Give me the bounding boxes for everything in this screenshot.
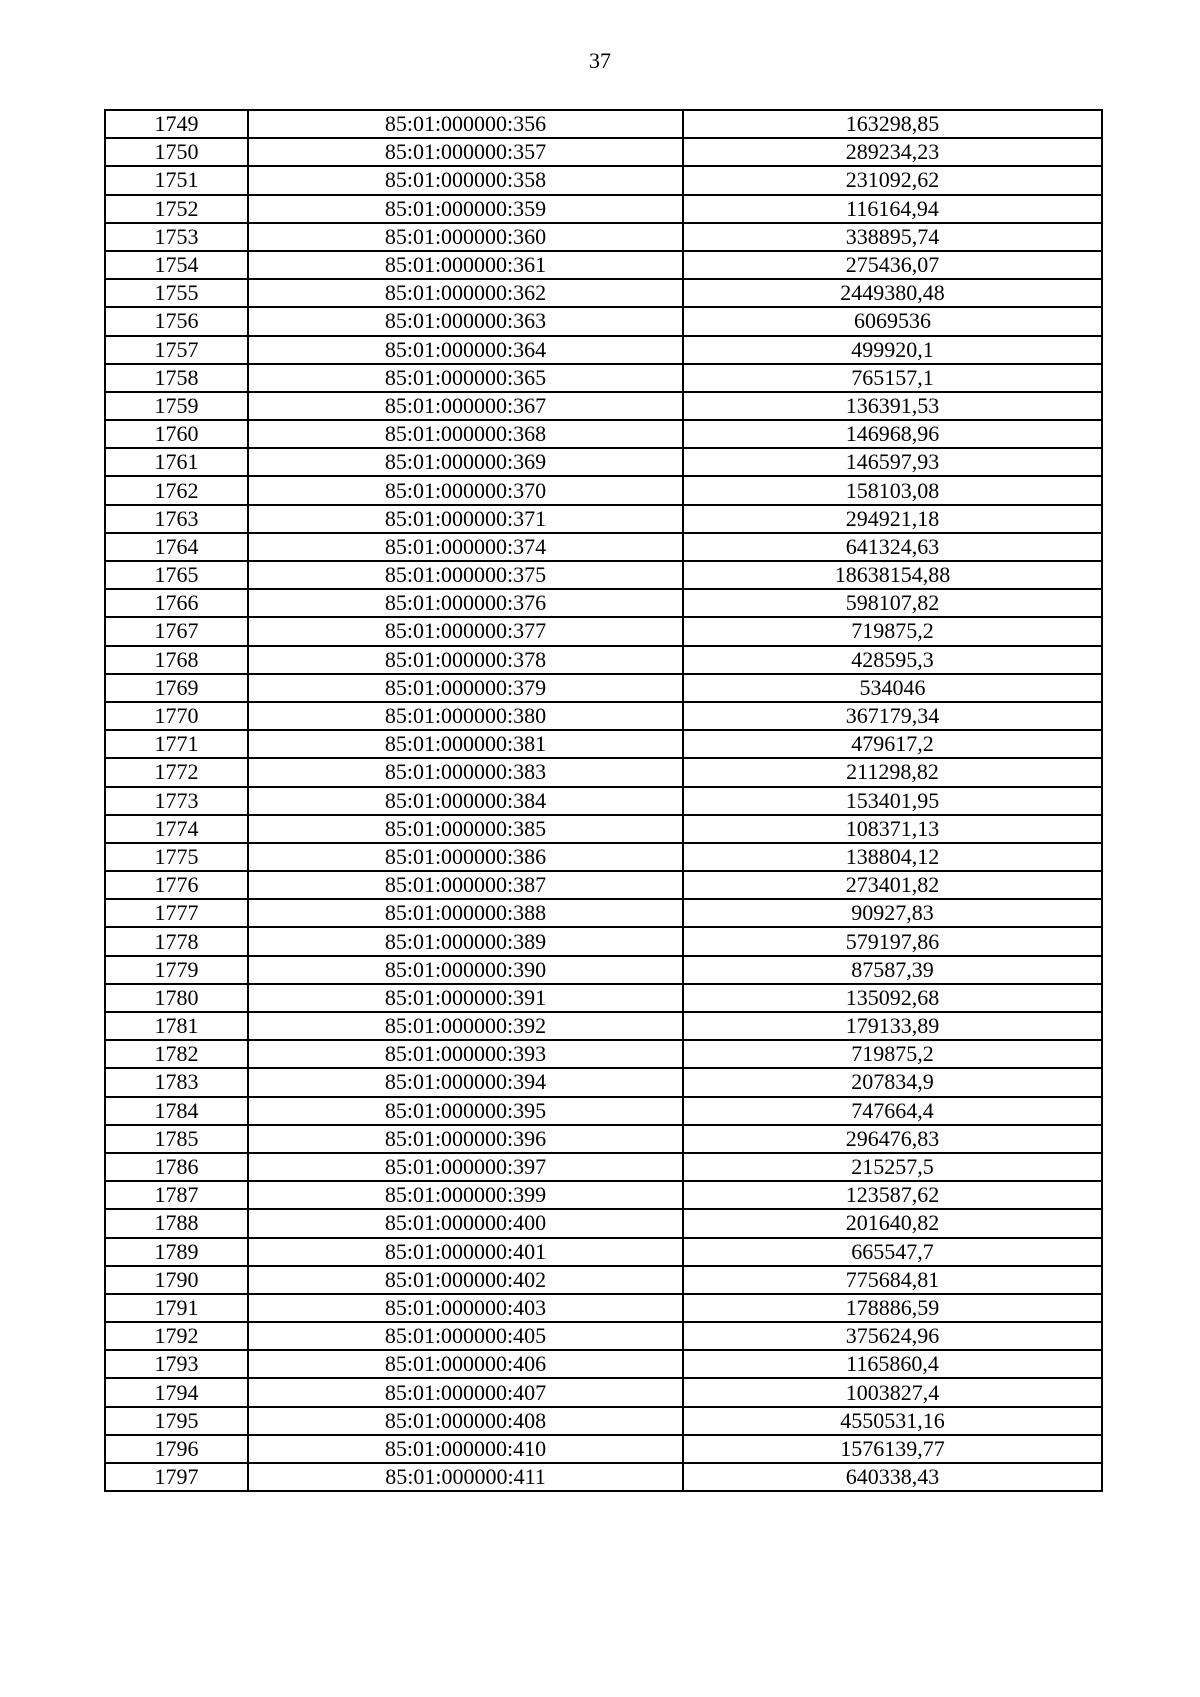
cadastral-number-cell: 85:01:000000:381 [248,730,683,758]
table-row [105,1407,1102,1435]
cadastral-number-cell: 85:01:000000:389 [248,927,683,955]
table-row [105,336,1102,364]
table-row [105,871,1102,899]
cadastral-number-cell: 85:01:000000:399 [248,1181,683,1209]
cadastral-value-cell: 136391,53 [683,392,1102,420]
table-row [105,1266,1102,1294]
cadastral-value-cell: 135092,68 [683,984,1102,1012]
cadastral-number-cell: 85:01:000000:396 [248,1125,683,1153]
cadastral-value-cell: 719875,2 [683,617,1102,645]
cadastral-value-cell: 289234,23 [683,138,1102,166]
cadastral-number-cell: 85:01:000000:358 [248,166,683,194]
cadastral-value-cell: 1003827,4 [683,1378,1102,1406]
row-number-cell: 1759 [105,392,248,420]
row-number-cell: 1758 [105,364,248,392]
table-row [105,674,1102,702]
cadastral-number-cell: 85:01:000000:364 [248,336,683,364]
table-row [105,1125,1102,1153]
table-row [105,392,1102,420]
row-number-cell: 1794 [105,1378,248,1406]
cadastral-value-cell: 775684,81 [683,1266,1102,1294]
row-number-cell: 1765 [105,561,248,589]
cadastral-number-cell: 85:01:000000:405 [248,1322,683,1350]
cadastral-number-cell: 85:01:000000:363 [248,307,683,335]
table-row [105,1040,1102,1068]
cadastral-value-cell: 719875,2 [683,1040,1102,1068]
table-row [105,1350,1102,1378]
table-row [105,899,1102,927]
cadastral-value-cell: 4550531,16 [683,1407,1102,1435]
cadastral-value-cell: 499920,1 [683,336,1102,364]
table-row [105,1378,1102,1406]
row-number-cell: 1778 [105,927,248,955]
table-row [105,815,1102,843]
cadastral-number-cell: 85:01:000000:394 [248,1068,683,1096]
cadastral-number-cell: 85:01:000000:370 [248,476,683,504]
table-row [105,279,1102,307]
cadastral-value-cell: 178886,59 [683,1294,1102,1322]
table-row [105,1435,1102,1463]
table-row [105,138,1102,166]
row-number-cell: 1753 [105,223,248,251]
cadastral-number-cell: 85:01:000000:391 [248,984,683,1012]
table-row [105,307,1102,335]
cadastral-number-cell: 85:01:000000:392 [248,1012,683,1040]
cadastral-number-cell: 85:01:000000:393 [248,1040,683,1068]
cadastral-number-cell: 85:01:000000:369 [248,448,683,476]
cadastral-number-cell: 85:01:000000:408 [248,1407,683,1435]
cadastral-value-cell: 6069536 [683,307,1102,335]
row-number-cell: 1755 [105,279,248,307]
cadastral-value-cell: 428595,3 [683,646,1102,674]
table-row [105,195,1102,223]
table-row [105,1238,1102,1266]
cadastral-number-cell: 85:01:000000:359 [248,195,683,223]
table-row [105,1097,1102,1125]
table-row [105,1012,1102,1040]
row-number-cell: 1757 [105,336,248,364]
row-number-cell: 1788 [105,1209,248,1237]
cadastral-value-cell: 367179,34 [683,702,1102,730]
row-number-cell: 1774 [105,815,248,843]
cadastral-number-cell: 85:01:000000:400 [248,1209,683,1237]
cadastral-value-cell: 640338,43 [683,1463,1102,1491]
cadastral-number-cell: 85:01:000000:388 [248,899,683,927]
cadastral-value-cell: 18638154,88 [683,561,1102,589]
row-number-cell: 1752 [105,195,248,223]
row-number-cell: 1754 [105,251,248,279]
row-number-cell: 1769 [105,674,248,702]
cadastral-value-table [104,109,1103,1492]
cadastral-number-cell: 85:01:000000:410 [248,1435,683,1463]
cadastral-number-cell: 85:01:000000:411 [248,1463,683,1491]
row-number-cell: 1779 [105,956,248,984]
table-row [105,1068,1102,1096]
row-number-cell: 1781 [105,1012,248,1040]
cadastral-number-cell: 85:01:000000:407 [248,1378,683,1406]
table-row [105,1153,1102,1181]
table-row [105,110,1102,138]
cadastral-value-cell: 273401,82 [683,871,1102,899]
row-number-cell: 1762 [105,476,248,504]
cadastral-value-cell: 598107,82 [683,589,1102,617]
row-number-cell: 1770 [105,702,248,730]
cadastral-number-cell: 85:01:000000:356 [248,110,683,138]
row-number-cell: 1796 [105,1435,248,1463]
cadastral-number-cell: 85:01:000000:380 [248,702,683,730]
row-number-cell: 1793 [105,1350,248,1378]
table-body [105,110,1102,1491]
row-number-cell: 1772 [105,758,248,786]
row-number-cell: 1784 [105,1097,248,1125]
table-row [105,251,1102,279]
table-row [105,223,1102,251]
row-number-cell: 1751 [105,166,248,194]
cadastral-number-cell: 85:01:000000:365 [248,364,683,392]
row-number-cell: 1767 [105,617,248,645]
cadastral-value-cell: 116164,94 [683,195,1102,223]
row-number-cell: 1791 [105,1294,248,1322]
row-number-cell: 1790 [105,1266,248,1294]
row-number-cell: 1783 [105,1068,248,1096]
row-number-cell: 1773 [105,787,248,815]
cadastral-value-cell: 163298,85 [683,110,1102,138]
row-number-cell: 1777 [105,899,248,927]
cadastral-value-cell: 747664,4 [683,1097,1102,1125]
cadastral-number-cell: 85:01:000000:371 [248,505,683,533]
row-number-cell: 1782 [105,1040,248,1068]
cadastral-number-cell: 85:01:000000:395 [248,1097,683,1125]
cadastral-value-cell: 375624,96 [683,1322,1102,1350]
row-number-cell: 1771 [105,730,248,758]
table-row [105,730,1102,758]
row-number-cell: 1750 [105,138,248,166]
cadastral-value-cell: 146597,93 [683,448,1102,476]
cadastral-number-cell: 85:01:000000:367 [248,392,683,420]
cadastral-number-cell: 85:01:000000:362 [248,279,683,307]
row-number-cell: 1749 [105,110,248,138]
table-row [105,364,1102,392]
table-row [105,448,1102,476]
row-number-cell: 1776 [105,871,248,899]
cadastral-value-cell: 275436,07 [683,251,1102,279]
cadastral-value-cell: 158103,08 [683,476,1102,504]
cadastral-number-cell: 85:01:000000:375 [248,561,683,589]
cadastral-value-cell: 765157,1 [683,364,1102,392]
cadastral-value-cell: 207834,9 [683,1068,1102,1096]
cadastral-value-cell: 146968,96 [683,420,1102,448]
table-row [105,702,1102,730]
cadastral-number-cell: 85:01:000000:390 [248,956,683,984]
cadastral-value-cell: 153401,95 [683,787,1102,815]
row-number-cell: 1792 [105,1322,248,1350]
table-row [105,843,1102,871]
cadastral-number-cell: 85:01:000000:368 [248,420,683,448]
row-number-cell: 1760 [105,420,248,448]
table-row [105,927,1102,955]
row-number-cell: 1797 [105,1463,248,1491]
cadastral-number-cell: 85:01:000000:386 [248,843,683,871]
cadastral-value-cell: 534046 [683,674,1102,702]
cadastral-value-cell: 294921,18 [683,505,1102,533]
cadastral-value-cell: 2449380,48 [683,279,1102,307]
cadastral-value-cell: 87587,39 [683,956,1102,984]
cadastral-number-cell: 85:01:000000:401 [248,1238,683,1266]
table-row [105,1463,1102,1491]
row-number-cell: 1780 [105,984,248,1012]
cadastral-value-cell: 201640,82 [683,1209,1102,1237]
table-row [105,1209,1102,1237]
cadastral-number-cell: 85:01:000000:361 [248,251,683,279]
cadastral-number-cell: 85:01:000000:379 [248,674,683,702]
cadastral-value-cell: 211298,82 [683,758,1102,786]
cadastral-number-cell: 85:01:000000:377 [248,617,683,645]
cadastral-value-cell: 579197,86 [683,927,1102,955]
cadastral-value-cell: 138804,12 [683,843,1102,871]
row-number-cell: 1787 [105,1181,248,1209]
cadastral-value-cell: 123587,62 [683,1181,1102,1209]
table-row [105,787,1102,815]
row-number-cell: 1785 [105,1125,248,1153]
page-number: 37 [589,48,611,73]
cadastral-value-cell: 108371,13 [683,815,1102,843]
table-row [105,166,1102,194]
table-row [105,646,1102,674]
table-row [105,561,1102,589]
cadastral-number-cell: 85:01:000000:384 [248,787,683,815]
table-row [105,589,1102,617]
cadastral-value-cell: 338895,74 [683,223,1102,251]
cadastral-value-cell: 1165860,4 [683,1350,1102,1378]
cadastral-number-cell: 85:01:000000:357 [248,138,683,166]
row-number-cell: 1756 [105,307,248,335]
table-row [105,984,1102,1012]
cadastral-number-cell: 85:01:000000:402 [248,1266,683,1294]
cadastral-number-cell: 85:01:000000:406 [248,1350,683,1378]
table-row [105,1294,1102,1322]
cadastral-value-cell: 231092,62 [683,166,1102,194]
cadastral-number-cell: 85:01:000000:374 [248,533,683,561]
cadastral-value-cell: 665547,7 [683,1238,1102,1266]
cadastral-value-cell: 479617,2 [683,730,1102,758]
cadastral-number-cell: 85:01:000000:360 [248,223,683,251]
row-number-cell: 1763 [105,505,248,533]
table-row [105,476,1102,504]
cadastral-number-cell: 85:01:000000:383 [248,758,683,786]
cadastral-value-cell: 1576139,77 [683,1435,1102,1463]
cadastral-value-cell: 296476,83 [683,1125,1102,1153]
row-number-cell: 1795 [105,1407,248,1435]
row-number-cell: 1764 [105,533,248,561]
row-number-cell: 1766 [105,589,248,617]
cadastral-number-cell: 85:01:000000:378 [248,646,683,674]
table-row [105,533,1102,561]
row-number-cell: 1775 [105,843,248,871]
table-row [105,1181,1102,1209]
row-number-cell: 1786 [105,1153,248,1181]
table-row [105,758,1102,786]
table-row [105,956,1102,984]
row-number-cell: 1761 [105,448,248,476]
cadastral-value-cell: 215257,5 [683,1153,1102,1181]
table-row [105,420,1102,448]
cadastral-value-cell: 90927,83 [683,899,1102,927]
table-row [105,1322,1102,1350]
cadastral-value-cell: 179133,89 [683,1012,1102,1040]
table-row [105,505,1102,533]
row-number-cell: 1768 [105,646,248,674]
cadastral-number-cell: 85:01:000000:376 [248,589,683,617]
cadastral-number-cell: 85:01:000000:397 [248,1153,683,1181]
cadastral-value-cell: 641324,63 [683,533,1102,561]
row-number-cell: 1789 [105,1238,248,1266]
cadastral-number-cell: 85:01:000000:403 [248,1294,683,1322]
cadastral-number-cell: 85:01:000000:387 [248,871,683,899]
table-row [105,617,1102,645]
cadastral-number-cell: 85:01:000000:385 [248,815,683,843]
